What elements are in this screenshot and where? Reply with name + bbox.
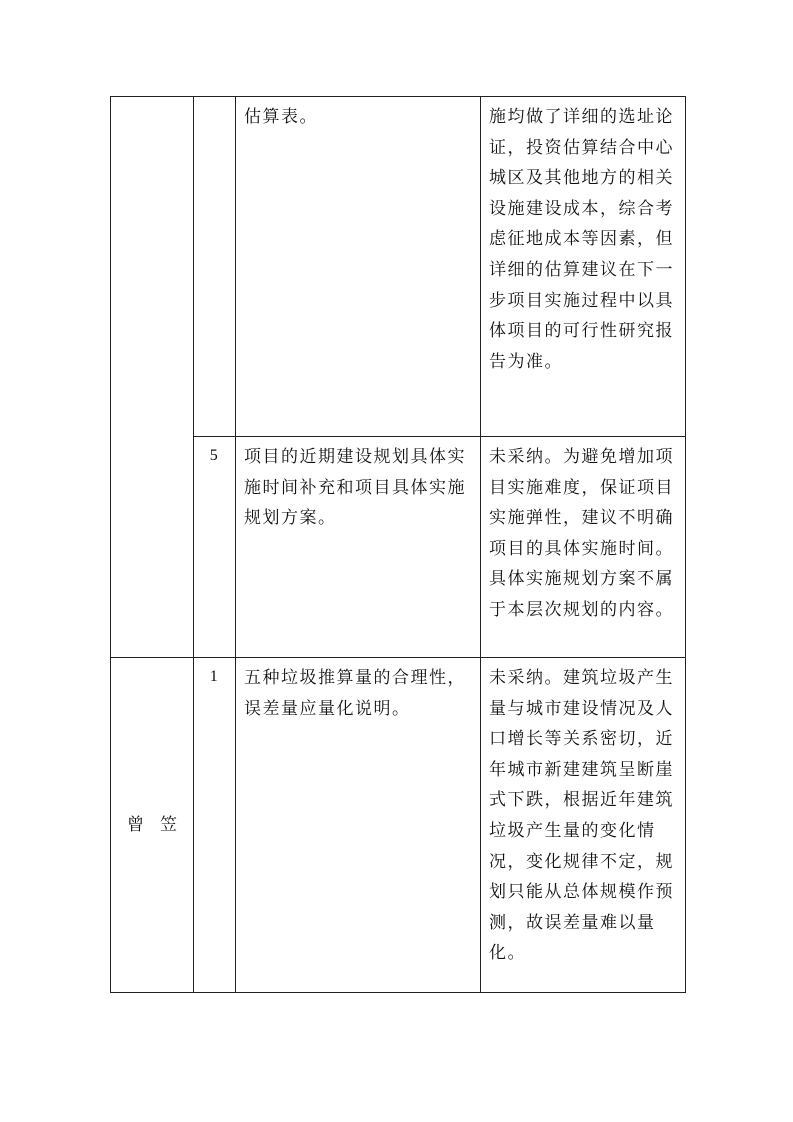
opinion-text: 估算表。 [244, 107, 318, 127]
reviewer-name-cell [111, 97, 194, 658]
opinion-cell [236, 437, 481, 658]
opinion-cell [236, 658, 481, 993]
item-number: 1 [209, 668, 220, 685]
opinion-cell [236, 97, 481, 437]
response-text: 未采纳。建筑垃圾产生量与城市建设情况及人口增长等关系密切，近年城市新建建筑呈断崖式下跌，根据近年建筑垃圾产生量的变化情况，变化规律不定，规划只能从总体规模作预测，故误差量难以量化。 [489, 668, 674, 964]
opinion-text: 五种垃圾推算量的合理性，误差量应量化说明。 [244, 668, 466, 719]
response-text: 未采纳。为避免增加项目实施难度，保证项目实施弹性，建议不明确项目的具体实施时间。具体实施规划方案不属于本层次规划的内容。 [489, 447, 674, 620]
opinion-response-table [110, 96, 686, 993]
item-number-cell [194, 97, 236, 437]
reviewer-name-cell [111, 658, 194, 993]
reviewer-name: 曾笠 [127, 814, 193, 835]
response-text: 施均做了详细的选址论证，投资估算结合中心城区及其他地方的相关设施建设成本，综合考虑征地成本等因素，但详细的估算建议在下一步项目实施过程中以具体项目的可行性研究报告为准。 [489, 107, 674, 372]
item-number: 5 [209, 447, 220, 464]
table-row [111, 97, 686, 437]
response-cell [481, 97, 686, 437]
opinion-text: 项目的近期建设规划具体实施时间补充和项目具体实施规划方案。 [244, 447, 466, 529]
table-row [111, 437, 686, 658]
item-number-cell [194, 437, 236, 658]
response-cell [481, 437, 686, 658]
item-number-cell [194, 658, 236, 993]
table-row [111, 658, 686, 993]
response-cell [481, 658, 686, 993]
